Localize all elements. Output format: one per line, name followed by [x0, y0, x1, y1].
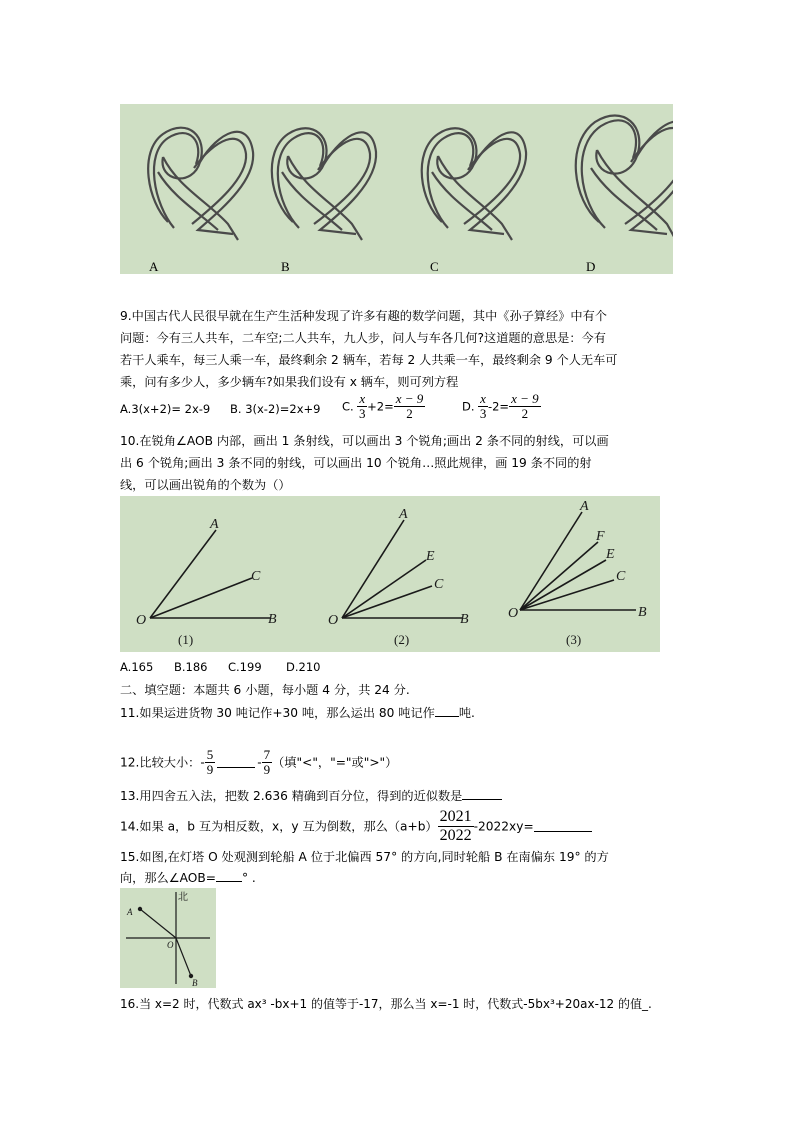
- fig2-label-a: A: [399, 507, 408, 522]
- q9-option-c-prefix: C.: [342, 399, 354, 414]
- q10-option-d: D.210: [286, 660, 321, 674]
- fig2-ray-oe: [342, 560, 426, 618]
- q9-option-c-frac-left: [357, 392, 367, 421]
- q12-dash: -: [257, 755, 262, 770]
- knot-b: [272, 128, 376, 240]
- q15-answer-blank[interactable]: [216, 869, 242, 882]
- fig1-label-b: B: [268, 612, 277, 627]
- q9-line-1: 9.中国古代人民很早就在生产生活种发现了许多有趣的数学问题，其中《孙子算经》中有个: [120, 309, 607, 323]
- ray-oa: [140, 909, 176, 938]
- q9-option-d-frac-right: [509, 392, 541, 421]
- fig2-label-b: B: [460, 612, 469, 627]
- q14-answer-blank[interactable]: [534, 821, 592, 832]
- q9-line-4: 乘，问有多少人，多少辆车?如果我们设有 x 辆车，则可列方程: [120, 375, 459, 389]
- fig3-label-f: F: [596, 529, 605, 544]
- fig3-ray-of: [520, 542, 598, 610]
- q10-option-c: C.199: [228, 660, 262, 674]
- q14: [120, 806, 592, 846]
- q12: [120, 742, 397, 782]
- q11-suffix: 吨.: [458, 706, 475, 720]
- fig2-label-c: C: [434, 577, 444, 592]
- q13-text: 13.用四舍五入法，把数 2.636 精确到百分位，得到的近似数是: [120, 789, 463, 803]
- fig2-ray-oa: [342, 520, 404, 618]
- frac-numerator: x − 9: [395, 391, 424, 406]
- frac-numerator: 2021: [439, 808, 472, 825]
- q15-line-1: 15.如图,在灯塔 O 处观测到轮船 A 位于北偏西 57° 的方向,同时轮船 B 在南偏东 19° 的方: [120, 850, 609, 864]
- q12-frac-1: [205, 748, 216, 777]
- q10-options: [120, 660, 420, 676]
- q13-answer-blank[interactable]: [462, 787, 502, 800]
- compass-figure: [120, 888, 216, 988]
- q15-suffix: ° .: [241, 871, 256, 885]
- fig1-caption: (1): [178, 632, 194, 647]
- ray-ob: [176, 938, 191, 976]
- fig2-label-e: E: [426, 549, 435, 564]
- q13: [120, 787, 502, 804]
- compass-label-o: O: [167, 940, 174, 950]
- angle-figure: [120, 496, 660, 652]
- fig3-label-e: E: [606, 547, 615, 562]
- fig3-ray-oa: [520, 512, 582, 610]
- q9-option-a: A.3(x+2)= 2x-9: [120, 402, 211, 416]
- q11-answer-blank[interactable]: [435, 704, 459, 717]
- fig3-label-b: B: [638, 605, 647, 620]
- frac-numerator: 5: [206, 747, 214, 762]
- fig1-label-a: A: [210, 517, 219, 532]
- q12-prefix: 12.比较大小：-: [120, 755, 205, 770]
- frac-numerator: 7: [263, 747, 271, 762]
- q9-line-3: 若干人乘车，每三人乘一车，最终剩余 2 辆车，若每 2 人共乘一车，最终剩余 9 个人无车可: [120, 353, 618, 367]
- ship-a-dot: [138, 907, 142, 911]
- compass-label-a: A: [127, 907, 133, 917]
- q10-option-b: B.186: [174, 660, 208, 674]
- fig3-ray-oe: [520, 560, 606, 610]
- q12-suffix: （填"<"，"="或">"）: [272, 755, 398, 770]
- q15-line-2-text: 向，那么∠AOB=: [120, 871, 216, 885]
- compass-label-b: B: [192, 978, 198, 988]
- compass-figure-panel: [120, 888, 216, 988]
- q10-option-a: A.165: [120, 660, 154, 674]
- knot-label-a: A: [149, 259, 159, 274]
- fig2-caption: (2): [394, 632, 410, 647]
- q9-option-d: [462, 392, 541, 421]
- q10-line-1: 10.在锐角∠AOB 内部，画出 1 条射线，可以画出 3 个锐角;画出 2 条不同的射线，可以画: [120, 434, 609, 448]
- q11: [120, 704, 475, 721]
- q11-text: 11.如果运进货物 30 吨记作+30 吨，那么运出 80 吨记作: [120, 706, 435, 720]
- knot-figure-panel: [120, 104, 673, 274]
- knot-c: [422, 128, 526, 240]
- q12-answer-blank[interactable]: [217, 757, 255, 768]
- q9-option-d-frac-left: [478, 392, 488, 421]
- fig3-ray-oc: [520, 580, 614, 610]
- knot-a: [148, 128, 253, 240]
- knot-figure: [120, 104, 673, 274]
- q16: 16.当 x=2 时，代数式 ax³ -bx+1 的值等于-17，那么当 x=-1 时，代数式-5bx³+20ax-12 的值_.: [120, 997, 652, 1011]
- fig3-caption: (3): [566, 632, 582, 647]
- fig1-label-o: O: [136, 613, 147, 628]
- compass-label-north: 北: [178, 892, 188, 903]
- knot-d: [576, 116, 673, 243]
- knot-label-c: C: [430, 259, 439, 274]
- q14-suffix: -2022xy=: [473, 819, 534, 834]
- q10-line-3: 线，可以画出锐角的个数为（）: [120, 478, 291, 492]
- fig2-ray-oc: [342, 586, 432, 618]
- fig1-label-c: C: [251, 569, 261, 584]
- q9-option-b: B. 3(x-2)=2x+9: [230, 402, 321, 416]
- frac-denominator: 3: [479, 406, 487, 421]
- angle-figure-panel: [120, 496, 660, 652]
- frac-numerator: x − 9: [511, 391, 539, 406]
- q15-line-2: [120, 869, 256, 886]
- q9-option-d-prefix: D.: [462, 399, 475, 414]
- q10-line-2: 出 6 个锐角;画出 3 条不同的射线，可以画出 10 个锐角…照此规律，画 19 条不同的射: [120, 456, 592, 470]
- q14-exponent-frac: [438, 808, 474, 845]
- q9-option-d-mid: -2=: [487, 399, 510, 414]
- frac-numerator: x: [359, 391, 366, 406]
- q14-text: 14.如果 a，b 互为相反数，x，y 互为倒数，那么（a+b）: [120, 819, 438, 834]
- q12-frac-2: [262, 748, 273, 777]
- fig3-label-a: A: [580, 499, 589, 514]
- frac-denominator: 2: [521, 406, 529, 421]
- q9-options: [120, 392, 680, 428]
- frac-denominator: 3: [358, 406, 366, 421]
- q9-option-c: [342, 392, 425, 421]
- frac-denominator: 9: [206, 762, 214, 777]
- frac-denominator: 2022: [439, 827, 472, 844]
- q9-option-c-mid: +2=: [367, 399, 394, 414]
- section-2-heading: 二、填空题：本题共 6 小题，每小题 4 分，共 24 分.: [120, 683, 410, 697]
- fig3-label-o: O: [508, 606, 519, 621]
- fig3-label-c: C: [616, 569, 626, 584]
- frac-denominator: 2: [406, 406, 413, 421]
- knot-label-d: D: [586, 259, 596, 274]
- frac-denominator: 9: [263, 762, 271, 777]
- knot-label-b: B: [281, 259, 290, 274]
- q9-option-c-frac-right: [394, 392, 426, 421]
- fig2-label-o: O: [328, 613, 339, 628]
- q9-line-2: 问题：今有三人共车，二车空;二人共车，九人步，问人与车各几何?这道题的意思是：今有: [120, 331, 606, 345]
- frac-numerator: x: [480, 391, 486, 406]
